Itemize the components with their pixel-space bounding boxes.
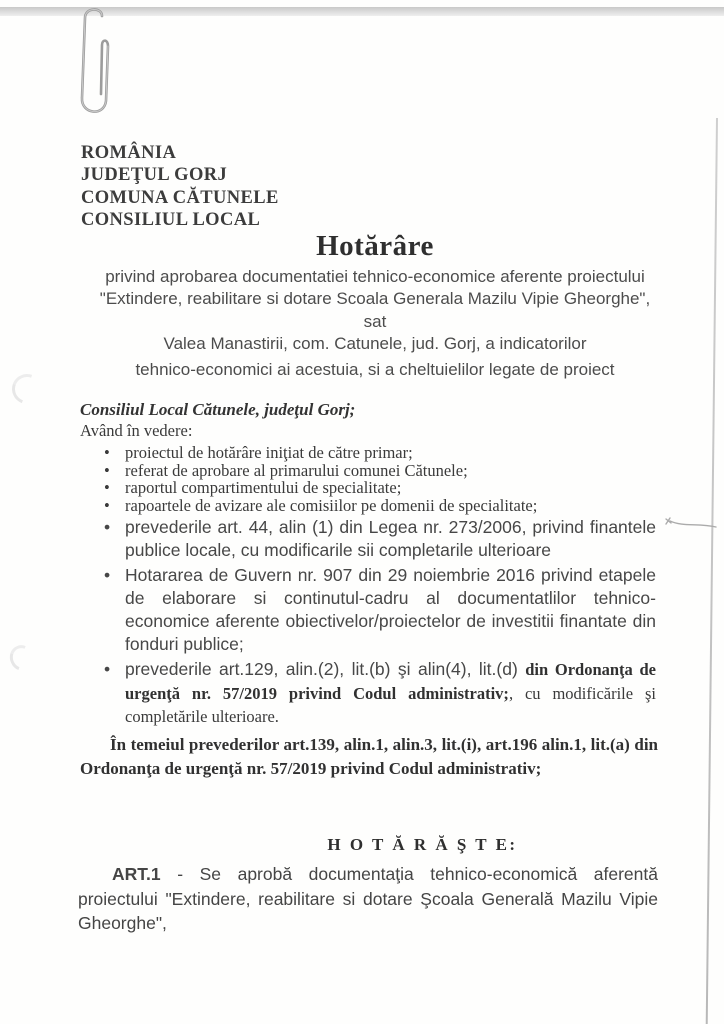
legal-basis-paragraph: În temeiul prevederilor art.139, alin.1, alin.3, lit.(i), art.196 alin.1, lit.(a) din Ordonanţa de urgenţă nr. 57/2019 privind Codul administrativ; xyxy=(80,735,658,778)
subtitle-line: Valea Manastirii, com. Catunele, jud. Gorj, a indicatorilor xyxy=(163,334,587,354)
considerent-item xyxy=(125,658,656,729)
article-1-text: - Se aprobă documentaţia tehnico-economică aferentă proiectului "Extindere, reabilitare si dotare Şcoala Generală Mazilu Vipie Gheorghe", xyxy=(78,864,658,934)
letterhead-commune: COMUNA CĂTUNELE xyxy=(81,187,279,208)
paperclip-icon xyxy=(58,4,116,120)
considerent-item: • referat de aprobare al primarului comunei Cătunele; xyxy=(125,462,656,480)
considerent-item: • raportul compartimentului de specialitate; xyxy=(125,479,656,497)
hole-punch-shadow xyxy=(7,369,47,409)
considerent-bold-part: din Ordonanţa de urgenţă nr. 57/2019 privind Codul administrativ; xyxy=(125,660,656,703)
scan-right-page-edge xyxy=(706,118,718,1024)
letterhead xyxy=(81,142,279,231)
considerent-item: • rapoartele de avizare ale comisiilor pe domenii de specialitate; xyxy=(125,497,656,515)
considerent-sans-part: prevederile art.129, alin.(2), lit.(b) şi alin(4), lit.(d) xyxy=(125,659,526,680)
considerent-item: • prevederile art. 44, alin (1) din Legea nr. 273/2006, privind finantele publice locale, cu modificarile sii completarile ulterioare xyxy=(125,516,656,562)
issuing-authority: Consiliul Local Cătunele, judeţul Gorj; xyxy=(80,400,356,419)
hole-punch-shadow xyxy=(6,641,39,675)
preamble-section xyxy=(80,399,656,729)
considerents-list xyxy=(80,444,656,729)
letterhead-county: JUDEŢUL GORJ xyxy=(81,165,228,186)
document-subtitle xyxy=(90,266,660,381)
subtitle-line: tehnico-economici ai acestuia, si a cheltuielilor legate de proiect xyxy=(135,359,615,379)
subtitle-line: privind aprobarea documentatiei tehnico-economice aferente proiectului xyxy=(105,267,645,286)
subtitle-line: "Extindere, reabilitare si dotare Scoala Generala Mazilu Vipie Gheorghe", sat xyxy=(99,289,651,331)
article-1-paragraph xyxy=(78,862,658,936)
considerent-tail-part: , cu modificările şi completările ulterioare. xyxy=(125,683,656,727)
article-1-label: ART.1 xyxy=(112,864,161,884)
stray-pen-mark xyxy=(658,505,718,535)
letterhead-council: CONSILIUL LOCAL xyxy=(81,209,261,230)
considerent-item: • Hotararea de Guvern nr. 907 din 29 noiembrie 2016 privind etapele de elaborare si continutul-cadru al documentatlilor tehnico-economice aferente obiectivelor/proiectelor de investitii finantate din fonduri publice; xyxy=(125,564,656,656)
considerent-item: • proiectul de hotărâre iniţiat de către primar; xyxy=(125,444,656,462)
title-block xyxy=(90,230,660,381)
letterhead-country: ROMÂNIA xyxy=(81,143,177,163)
having-regard-label: Având în vedere: xyxy=(80,421,193,440)
document-title: Hotărâre xyxy=(316,230,434,262)
decision-heading: H O T Ă R Ă Ş T E: xyxy=(327,835,518,854)
